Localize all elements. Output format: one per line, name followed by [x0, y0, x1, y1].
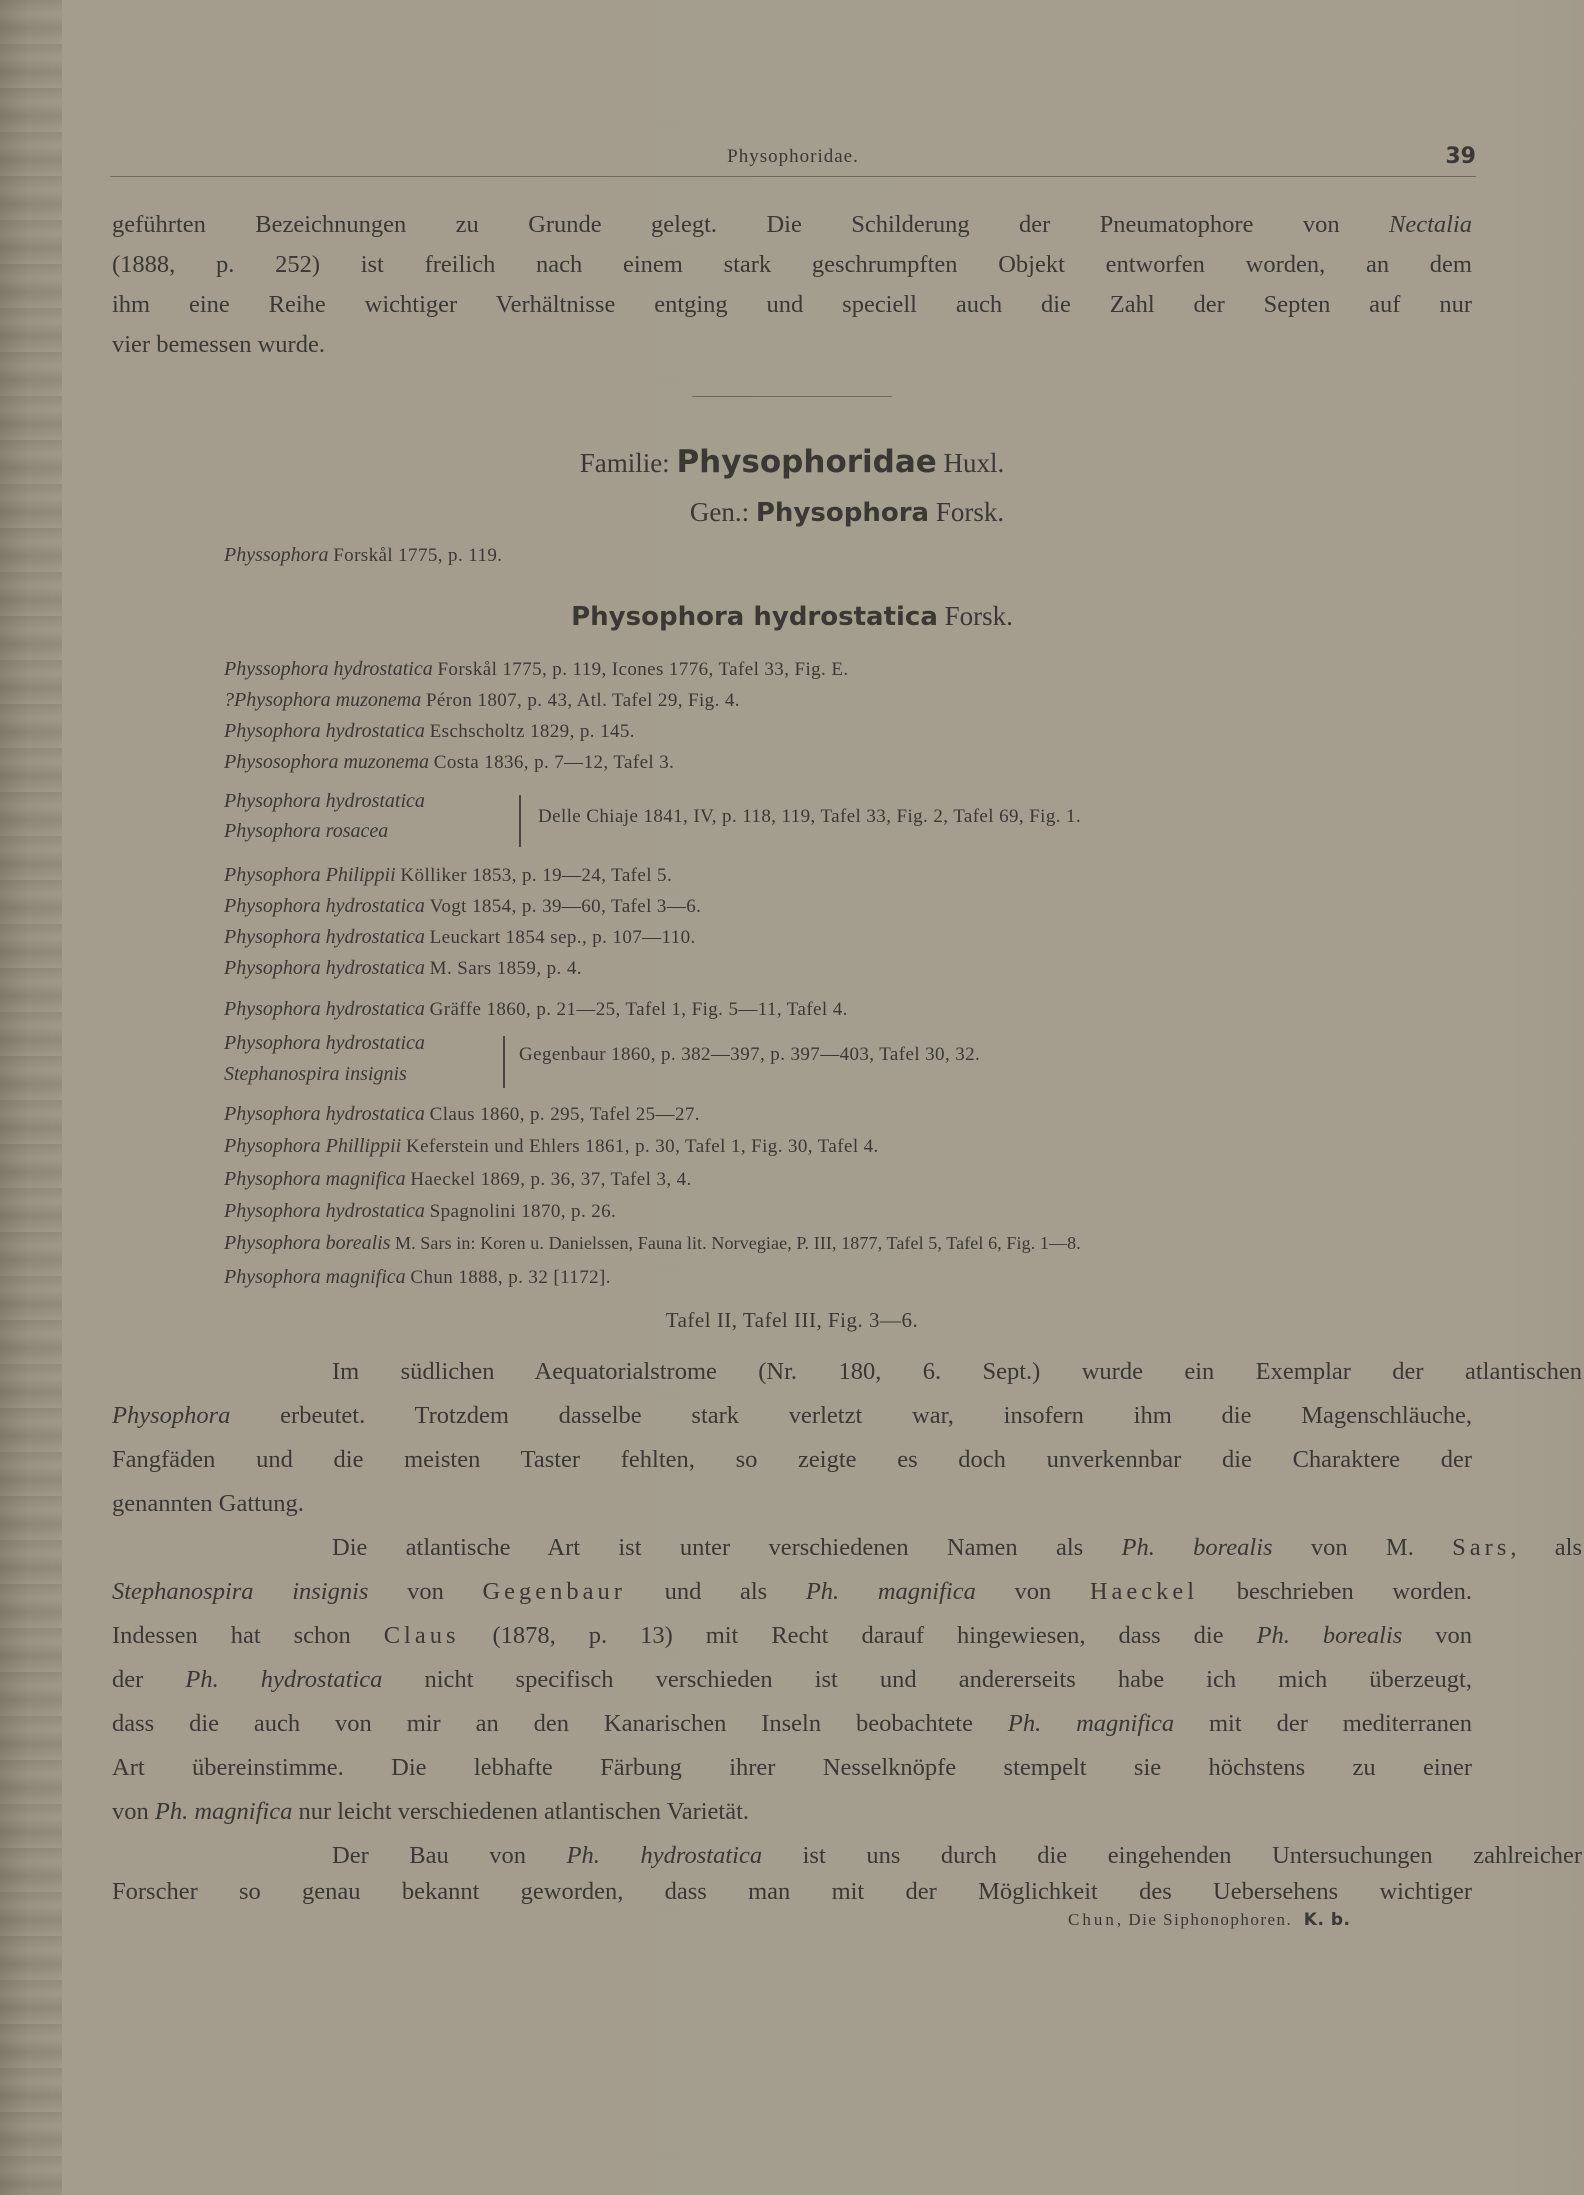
synonym-line: Physophora magnifica Chun 1888, p. 32 [1172].: [224, 1266, 611, 1288]
synonym-line: Physophora hydrostatica Vogt 1854, p. 39—60, Tafel 3—6.: [224, 895, 702, 917]
body-line: dass die auch von mir an den Kanarischen Inseln beobachtete Ph. magnifica mit der mediterranen: [112, 1710, 1472, 1737]
synonym-line: Physophora borealis M. Sars in: Koren u. Danielssen, Fauna lit. Norvegiae, P. III, 1877, Tafel 5, Tafel 6, Fig. 1—8.: [224, 1232, 1081, 1254]
synonym-line: Physophora hydrostatica Gräffe 1860, p. 21—25, Tafel 1, Fig. 5—11, Tafel 4.: [224, 998, 848, 1020]
body-line: Im südlichen Aequatorialstrome (Nr. 180, 6. Sept.) wurde ein Exemplar der atlantischen: [332, 1358, 1582, 1385]
body-line: Indessen hat schon Claus (1878, p. 13) mit Recht darauf hingewiesen, dass die Ph. borealis von: [112, 1622, 1472, 1649]
brace-synonym-name: Physophora hydrostatica: [224, 790, 425, 812]
body-line: Forscher so genau bekannt geworden, dass man mit der Möglichkeit des Uebersehens wichtiger: [112, 1878, 1472, 1905]
synonym-line: Physophora hydrostatica Spagnolini 1870, p. 26.: [224, 1200, 617, 1222]
intro-line-1: geführten Bezeichnungen zu Grunde gelegt. Die Schilderung der Pneumatophore von Nectalia: [112, 211, 1472, 238]
synonym-line: ?Physophora muzonema Péron 1807, p. 43, Atl. Tafel 29, Fig. 4.: [224, 689, 740, 711]
body-line: Der Bau von Ph. hydrostatica ist uns durch die eingehenden Untersuchungen zahlreicher: [332, 1842, 1582, 1869]
brace: [501, 1036, 505, 1088]
synonym-line: Physophora Philippii Kölliker 1853, p. 19—24, Tafel 5.: [224, 864, 673, 886]
page-number: 39: [1445, 144, 1476, 169]
running-head: Physophoridae.: [727, 146, 859, 167]
intro-line-3: ihm eine Reihe wichtiger Verhältnisse entging und speciell auch die Zahl der Septen auf nur: [112, 291, 1472, 318]
brace-synonym-name: Stephanospira insignis: [224, 1063, 407, 1085]
body-line: Art übereinstimme. Die lebhafte Färbung ihrer Nesselknöpfe stempelt sie höchstens zu einer: [112, 1754, 1472, 1781]
synonym-line: Physophora hydrostatica Leuckart 1854 sep., p. 107—110.: [224, 926, 696, 948]
body-line: Fangfäden und die meisten Taster fehlten, so zeigte es doch unverkennbar die Charaktere der: [112, 1446, 1472, 1473]
body-line: genannten Gattung.: [112, 1490, 304, 1517]
synonym-line: Physophora Phillippii Keferstein und Ehlers 1861, p. 30, Tafel 1, Fig. 30, Tafel 4.: [224, 1135, 879, 1157]
page-header: [110, 146, 1476, 177]
intro-line-4: vier bemessen wurde.: [112, 331, 325, 358]
body-line: Physophora erbeutet. Trotzdem dasselbe stark verletzt war, insofern ihm die Magenschläuche,: [112, 1402, 1472, 1429]
signature-footer: Chun, Die Siphonophoren. K. b.: [1068, 1910, 1351, 1930]
body-line: Stephanospira insignis von Gegenbaur und als Ph. magnifica von Haeckel beschrieben worden.: [112, 1578, 1472, 1605]
gutter-shadow: [0, 0, 62, 2195]
body-line: von Ph. magnifica nur leicht verschiedenen atlantischen Varietät.: [112, 1798, 750, 1825]
brace-reference: Delle Chiaje 1841, IV, p. 118, 119, Tafel 33, Fig. 2, Tafel 69, Fig. 1.: [538, 806, 1082, 827]
genus-heading: Gen.: Physophora Forsk.: [689, 497, 1005, 528]
intro-line-2: (1888, p. 252) ist freilich nach einem stark geschrumpften Objekt entworfen worden, an dem: [112, 251, 1472, 278]
synonym-line: Physsophora hydrostatica Forskål 1775, p. 119, Icones 1776, Tafel 33, Fig. E.: [224, 658, 849, 680]
synonym-line: Physophora hydrostatica Claus 1860, p. 295, Tafel 25—27.: [224, 1103, 700, 1125]
synonym-line: Physophora hydrostatica Eschscholtz 1829, p. 145.: [224, 720, 635, 742]
synonym-line: Physosophora muzonema Costa 1836, p. 7—12, Tafel 3.: [224, 751, 675, 773]
plate-reference: Tafel II, Tafel III, Fig. 3—6.: [665, 1308, 919, 1332]
synonym-line: Physophora magnifica Haeckel 1869, p. 36, 37, Tafel 3, 4.: [224, 1168, 692, 1190]
brace: [517, 795, 521, 847]
body-line: Die atlantische Art ist unter verschiedenen Namen als Ph. borealis von M. Sars, als: [332, 1534, 1582, 1561]
brace-synonym-name: Physophora hydrostatica: [224, 1032, 425, 1054]
genus-reference: Physsophora Forskål 1775, p. 119.: [224, 544, 503, 566]
body-line: der Ph. hydrostatica nicht specifisch verschieden ist und andererseits habe ich mich überzeugt,: [112, 1666, 1472, 1693]
species-heading: Physophora hydrostatica Forsk.: [571, 601, 1013, 632]
brace-reference: Gegenbaur 1860, p. 382—397, p. 397—403, Tafel 30, 32.: [519, 1044, 981, 1065]
brace-synonym-name: Physophora rosacea: [224, 820, 389, 842]
family-heading: Familie: Physophoridae Huxl.: [579, 444, 1005, 480]
section-divider: [692, 396, 892, 397]
synonym-line: Physophora hydrostatica M. Sars 1859, p. 4.: [224, 957, 582, 979]
